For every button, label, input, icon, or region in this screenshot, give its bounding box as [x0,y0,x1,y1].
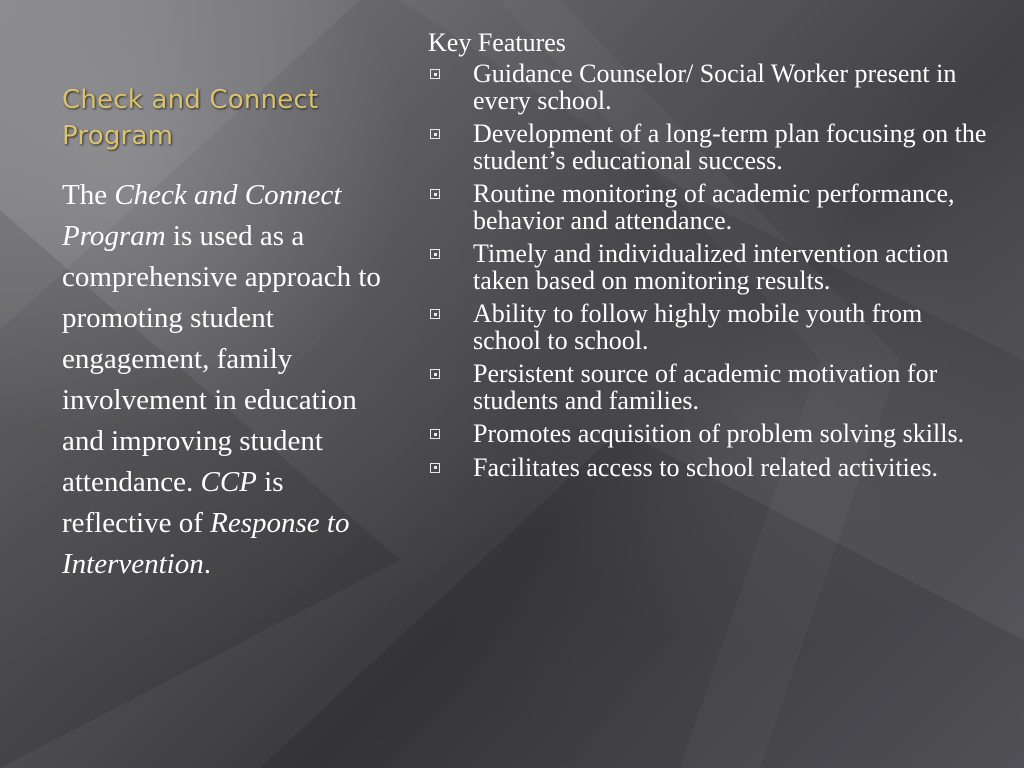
feature-item [428,241,988,294]
feature-text: Timely and individualized intervention action taken based on monitoring results. [473,239,949,295]
square-bullet-icon [430,249,440,259]
program-name: Check and Connect Program [62,179,342,252]
feature-text: Development of a long-term plan focusing on the student’s educational success. [473,119,987,175]
feature-text: Ability to follow highly mobile youth from school to school. [473,299,923,355]
slide-title: Check and Connect Program [62,85,319,151]
square-bullet-icon [430,369,440,379]
feature-list [428,61,988,481]
feature-item [428,121,988,174]
feature-text: Guidance Counselor/ Social Worker present in every school. [473,59,957,115]
feature-text: Promotes acquisition of problem solving skills. [473,419,965,448]
rti-term: Response to Intervention [62,507,350,580]
feature-item [428,61,988,114]
feature-text: Facilitates access to school related activities. [473,452,938,482]
key-features-section [428,28,988,488]
feature-item [428,421,988,448]
description-text: . [203,548,211,580]
feature-item [428,301,988,354]
description-text: The [62,179,115,211]
feature-item [428,181,988,234]
description-paragraph [62,175,392,585]
feature-text: Persistent source of academic motivation for students and families. [473,359,938,415]
feature-text: Routine monitoring of academic performance, behavior and attendance. [473,179,955,235]
square-bullet-icon [430,129,440,139]
square-bullet-icon [430,429,440,439]
description-text: is used as a comprehensive approach to promoting student engagement, family involvement in education and improving student attendance. [62,220,381,498]
square-bullet-icon [430,69,440,79]
square-bullet-icon [430,463,440,473]
feature-item [428,361,988,414]
square-bullet-icon [430,309,440,319]
square-bullet-icon [430,189,440,199]
description-text: is reflective of [62,466,284,539]
key-features-heading: Key Features [428,28,566,57]
feature-item [428,452,988,482]
program-abbreviation: CCP [200,466,257,498]
